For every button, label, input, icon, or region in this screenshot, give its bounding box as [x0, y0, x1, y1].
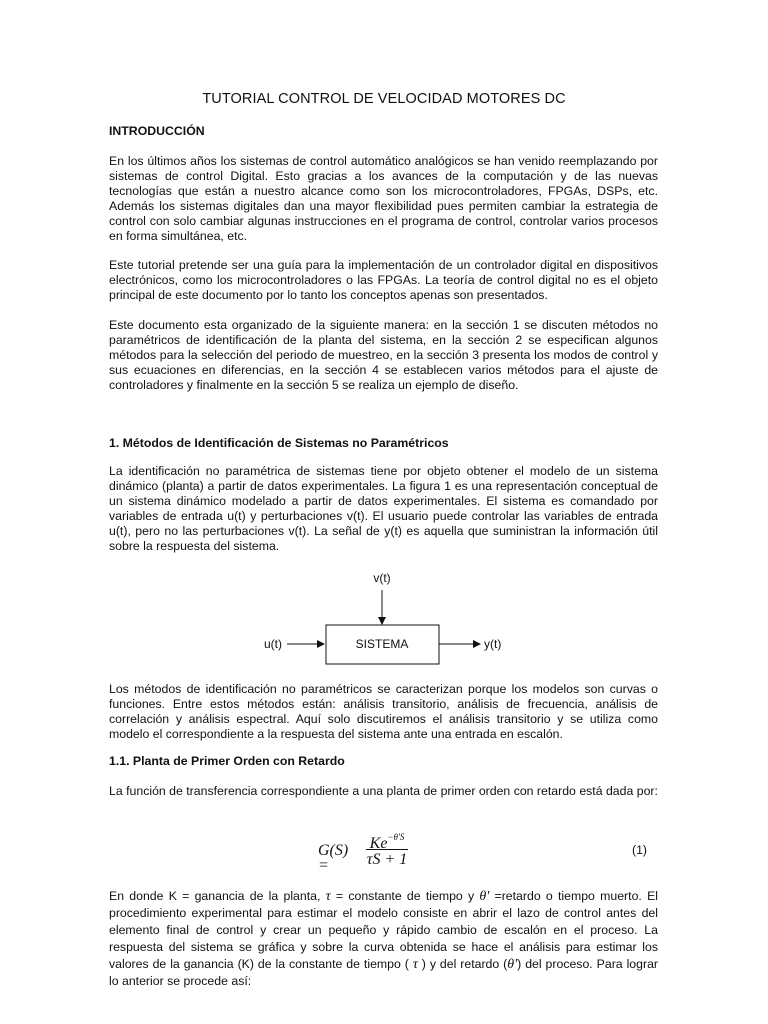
equation-denominator: τS + 1	[366, 851, 408, 868]
document-title: TUTORIAL CONTROL DE VELOCIDAD MOTORES DC	[202, 91, 566, 107]
equation-exponent: −θ'S	[387, 832, 405, 842]
section-1-heading: 1. Métodos de Identificación de Sistemas no Paramétricos	[109, 436, 449, 450]
output-label: y(t)	[484, 637, 502, 651]
tau-symbol: τ	[325, 889, 331, 904]
system-block-diagram	[240, 568, 540, 674]
input-label: u(t)	[264, 637, 282, 651]
intro-paragraph-3: Este documento esta organizado de la siguiente manera: en la sección 1 se discuten métodos no paramétricos de identificación de la planta del sistema, en la sección 2 se especifican algunos métodos para la selección del periodo de muestreo, en la sección 3 presenta los modos de control y sus ecuaciones en diferencias, en la sección 4 se establecen varios métodos para el ajuste de controladores y finalmente en la sección 5 se realiza un ejemplo de diseño.	[109, 318, 658, 392]
section-1-1-paragraph-1: La función de transferencia correspondiente a una planta de primer orden con retardo está dada por:	[109, 784, 658, 798]
equation-fraction	[366, 826, 408, 870]
transfer-function-equation	[300, 826, 660, 878]
intro-paragraph-2: Este tutorial pretende ser una guía para la implementación de un controlador digital en dispositivos electrónicos, como los microcontroladores o las FPGAs. La teoría de control digital no es el objeto principal de este documento por lo tanto los conceptos apenas son presentados.	[109, 258, 658, 302]
section-1-1-paragraph-2: En donde K = ganancia de la planta, τ = constante de tiempo y θ' =retardo o tiempo muerto. El procedimiento experimental para estimar el modelo consiste en abrir el lazo de control antes del elemento final de control y crear un pequeño y rápido cambio de escalón en el proceso. La respuesta del sistema se gráfica y sobre la curva obtenida se hace el análisis para estimar los valores de la ganancia (K) de la constante de tiempo ( τ ) y del retardo (θ') del proceso. Para lograr lo anterior se procede así:	[109, 889, 659, 988]
equation-numerator: $Ke^{-\theta'S}$	[369, 832, 405, 852]
intro-paragraph-1: En los últimos años los sistemas de control automático analógicos se han venido reemplazando por sistemas de control Digital. Esto gracias a los avances de la computación y de las nuevas tecnologías que están a nuestro alcance como son los microcontroladores, FPGAs, DSPs, etc. Además los sistemas digitales dan una mayor flexibilidad pues permiten cambiar la estrategia de control con solo cambiar algunas instrucciones en el programa de control, controlar varios procesos en forma simultánea, etc.	[109, 154, 658, 243]
system-block-label: SISTEMA	[355, 637, 409, 651]
tau-symbol-2: τ	[412, 957, 418, 972]
section-1-paragraph-1: La identificación no paramétrica de sistemas tiene por objeto obtener el modelo de un sistema dinámico (planta) a partir de datos experimentales. La figura 1 es una representación conceptual de un sistema dinámico modelado a partir de datos experimentales. El sistema es comandado por variables de entrada u(t) y perturbaciones v(t). El usuario puede controlar las variables de entrada u(t), pero no las perturbaciones v(t). La señal de y(t) es aquella que suministran la información útil sobre la respuesta del sistema.	[109, 464, 658, 553]
theta-symbol: θ'	[479, 889, 490, 904]
intro-heading: INTRODUCCIÓN	[109, 124, 205, 138]
theta-symbol-2: θ'	[507, 957, 518, 972]
equation-number: (1)	[632, 843, 648, 857]
equation-lhs: G(S) =	[318, 842, 349, 874]
disturbance-label: v(t)	[373, 571, 391, 585]
section-1-1-heading: 1.1. Planta de Primer Orden con Retardo	[109, 754, 345, 768]
section-1-paragraph-2: Los métodos de identificación no paramétricos se caracterizan porque los modelos son curvas o funciones. Entre estos métodos están: análisis transitorio, análisis de frecuencia, análisis de correlación y análisis espectral. Aquí solo discutiremos el análisis transitorio y se utiliza como modelo el correspondiente a la respuesta del sistema ante una entrada en escalón.	[109, 682, 658, 741]
